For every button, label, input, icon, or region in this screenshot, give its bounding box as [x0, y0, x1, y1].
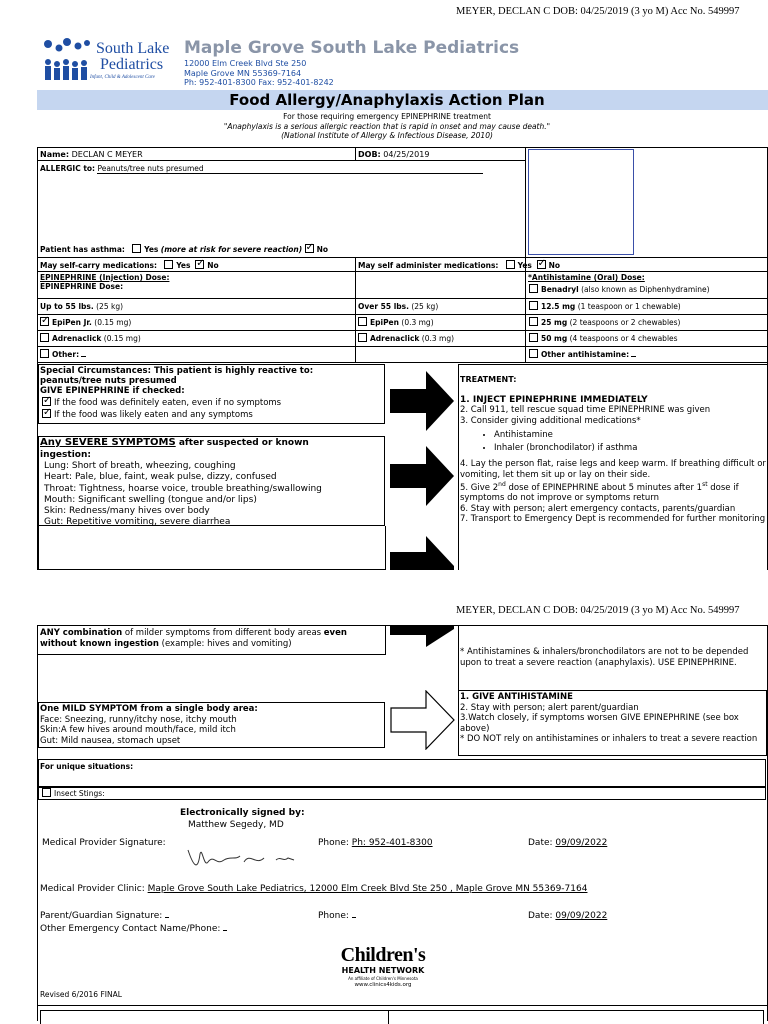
arrow-right-icon [390, 446, 456, 506]
name-value: DECLAN C MEYER [71, 150, 143, 159]
provider-sig-label: Medical Provider Signature: [42, 838, 166, 848]
severe-item: Heart: Pale, blue, faint, weak pulse, dizzy, confused [44, 472, 277, 483]
treatment-bullet: • Antihistamine [494, 429, 766, 442]
name-field [40, 150, 143, 159]
adrenaclick-high-label: Adrenaclick [370, 334, 420, 343]
asthma-row [40, 244, 328, 254]
adrenaclick-low-row [40, 333, 141, 343]
subtitle-2: "Anaphylaxis is a serious allergic reaction that is rapid in onset and may cause death." [223, 121, 551, 131]
treatment-step4: 4. Lay the person flat, raise legs and keep warm. If breathing difficult or vomiting, let them sit up or lay on their side. [460, 459, 766, 480]
combo-text2: (example: hives and vomiting) [158, 638, 292, 649]
form-subtitle [37, 112, 737, 141]
over55-kg: (25 kg) [411, 302, 439, 311]
mild-step1: 1. GIVE ANTIHISTAMINE [460, 692, 573, 702]
form-title: Food Allergy/Anaphylaxis Action Plan [229, 91, 545, 109]
treatment-title: TREATMENT: [460, 375, 517, 384]
unique-box [38, 759, 766, 787]
mild-head: One MILD SYMPTOM from a single body area: [40, 704, 258, 714]
benadryl-note: (also known as Diphenhydramine) [581, 285, 710, 294]
selfadmin-no-label: No [548, 261, 561, 270]
special-line1: Special Circumstances: This patient is highly reactive to: [40, 366, 314, 376]
provider-date-value: 09/09/2022 [555, 838, 608, 848]
provider-phone-label: Phone: [318, 838, 349, 848]
logo-line2: Pediatrics [100, 56, 164, 73]
parent-phone-label: Phone: [318, 911, 349, 921]
allergic-label: ALLERGIC to: [40, 164, 96, 173]
other-epi-label: Other: [52, 350, 80, 359]
selfcarry-no-label: No [207, 261, 219, 270]
signer-name: Matthew Segedy, MD [188, 820, 284, 830]
mg125-checkbox[interactable] [529, 301, 538, 310]
asthma-label: Patient has asthma: [40, 245, 125, 254]
combo-text1: of milder symptoms from different body areas [122, 628, 324, 638]
adrenaclick-high-row [358, 333, 454, 343]
epi-header: EPINEPHRINE (Injection) Dose: [40, 273, 170, 282]
signature-image [184, 842, 302, 872]
clinic-logo [40, 38, 180, 84]
epipen-jr-label: EpiPen Jr. [52, 318, 92, 327]
treatment-step5 [460, 480, 766, 504]
arrow-right-outline-icon [390, 690, 456, 750]
mild-treatment [460, 692, 765, 745]
mild-item: Skin:A few hives around mouth/face, mild itch [40, 725, 236, 735]
other-epi-checkbox[interactable] [40, 349, 49, 358]
footer-box [40, 1010, 764, 1024]
treatment-step3: 3. Consider giving additional medications* [460, 415, 641, 426]
mg50-note: (4 teaspoons or 4 chewables [569, 334, 678, 343]
severe-item: Mouth: Significant swelling (tongue and/or lips) [44, 494, 257, 505]
selfcarry-yes-label: Yes [176, 261, 191, 270]
parent-date-label: Date: [528, 911, 553, 921]
mg50-label: 50 mg [541, 334, 568, 343]
mg25-note: (2 teaspoons or 2 chewables) [569, 318, 681, 327]
up55-label: Up to 55 lbs. [40, 302, 94, 311]
treatment-step1: 1. INJECT EPINEPHRINE IMMEDIATELY [460, 394, 648, 405]
insect-row [42, 788, 105, 798]
mild-item: Face: Sneezing, runny/itchy nose, itchy mouth [40, 714, 237, 725]
treatment-bullet: • Inhaler (bronchodilator) if asthma [494, 442, 766, 455]
esigned-label: Electronically signed by: [180, 808, 305, 818]
epipen-checkbox[interactable] [358, 317, 367, 326]
special-opt2-checkbox[interactable] [42, 409, 51, 418]
epipen-label: EpiPen [370, 318, 399, 327]
selfcarry-yes-checkbox[interactable] [164, 260, 173, 269]
mg50-checkbox[interactable] [529, 333, 538, 342]
treatment-step6: 6. Stay with person; alert emergency contacts, parents/guardian [460, 503, 736, 514]
benadryl-label: Benadryl [541, 285, 579, 294]
severe-head [40, 437, 309, 448]
dob-field [358, 150, 429, 159]
insect-box [38, 787, 766, 800]
selfcarry-row [40, 260, 219, 270]
insect-checkbox[interactable] [42, 788, 51, 797]
asthma-note: (more at risk for severe reaction) [160, 245, 303, 254]
step5-a: 5. Give 2 [460, 482, 499, 493]
selfcarry-label: May self-carry medications: [40, 261, 158, 270]
selfadmin-label: May self administer medications: [358, 261, 499, 270]
mg50-row [529, 333, 678, 343]
selfadmin-yes-label: Yes [517, 261, 532, 270]
selfadmin-row [358, 260, 560, 270]
treatment-step7: 7. Transport to Emergency Dept is recommended for further monitoring [460, 514, 766, 525]
arrow-right-icon [390, 625, 456, 647]
mild-step2: 2. Stay with person; alert parent/guardian [460, 702, 639, 713]
parent-phone-row [318, 911, 356, 921]
subtitle-1: For those requiring emergency EPINEPHRINE treatment [283, 112, 491, 121]
special-opt2-text: If the food was likely eaten and any symptoms [54, 410, 253, 420]
childrens-health: HEALTH NETWORK [341, 966, 425, 975]
childrens-url: www.clinics4kids.org [354, 982, 412, 988]
severe-ingestion: ingestion: [40, 450, 91, 460]
allergic-field [40, 164, 483, 174]
selfadmin-yes-checkbox[interactable] [506, 260, 515, 269]
clinic-addr1: 12000 Elm Creek Blvd Ste 250 [184, 59, 307, 68]
mild-step3: 3.Watch closely, if symptoms worsen GIVE EPINEPHRINE (see box above) [460, 713, 739, 734]
step5-sup: nd [498, 481, 506, 488]
arrow-right-icon [390, 536, 456, 570]
clinic-addr2: Maple Grove MN 55369-7164 [184, 68, 302, 78]
selfcarry-no-checkbox[interactable] [195, 260, 204, 269]
allergic-value: Peanuts/tree nuts presumed [97, 164, 483, 174]
mg125-row [529, 301, 681, 311]
mg25-label: 25 mg [541, 318, 568, 327]
epipen-jr-dose: (0.15 mg) [94, 318, 132, 327]
logo-tagline: Infant, Child & Adolescent Care [90, 75, 155, 80]
treatment-step2: 2. Call 911, tell rescue squad time EPINEPHRINE was given [460, 405, 711, 415]
mg125-note: (1 teaspoon or 1 chewable) [577, 302, 681, 311]
asthma-no-label: No [316, 245, 329, 254]
over55-label: Over 55 lbs. [358, 302, 409, 311]
provider-date [528, 838, 607, 848]
other-epi-row [40, 349, 86, 359]
up55-kg: (25 kg) [96, 302, 124, 311]
photo-box [528, 149, 634, 255]
epipen-dose: (0.3 mg) [401, 318, 434, 327]
other-antihist-label: Other antihistamine: [541, 350, 630, 359]
severe-item: Throat: Tightness, hoarse voice, trouble breathing/swallowing [44, 483, 322, 494]
mild-item: Gut: Mild nausea, stomach upset [40, 735, 181, 746]
special-opt1-text: If the food was definitely eaten, even if no symptoms [54, 398, 282, 408]
provider-date-label: Date: [528, 838, 553, 848]
mild-step4: * DO NOT rely on antihistamines or inhalers to treat a severe reaction [460, 734, 758, 744]
severe-list [44, 461, 322, 529]
childrens-affiliate: An affiliate of Children's Minnesota [348, 976, 418, 981]
parent-sig-label: Parent/Guardian Signature: [40, 911, 163, 921]
special-give-epi: GIVE EPINEPHRINE if checked: [40, 386, 185, 396]
adrenaclick-low-label: Adrenaclick [52, 334, 102, 343]
special-opt2 [42, 409, 253, 420]
logo-line1: South Lake [96, 40, 170, 57]
asthma-yes-checkbox[interactable] [132, 244, 141, 253]
childrens-logo [318, 944, 448, 989]
adrenaclick-high-dose: (0.3 mg) [421, 334, 455, 343]
special-opt1 [42, 397, 281, 408]
name-label: Name: [40, 150, 70, 159]
special-allergen: peanuts/tree nuts presumed [40, 376, 177, 386]
dob-value: 04/25/2019 [383, 150, 430, 159]
arrow-right-icon [390, 371, 456, 431]
treatment-box [460, 366, 766, 525]
step5-sup2: st [702, 481, 708, 488]
other-antihist-row [529, 349, 636, 359]
subtitle-3: (National Institute of Allergy & Infectious Disease, 2010) [281, 131, 493, 140]
parent-sig-row [40, 911, 169, 921]
epipen-row [358, 317, 434, 327]
asthma-no-checkbox[interactable] [305, 244, 314, 253]
combo-bold2: even without known ingestion [40, 628, 347, 649]
mg25-row [529, 317, 680, 327]
adrenaclick-low-checkbox[interactable] [40, 333, 49, 342]
epipen-jr-checkbox[interactable] [40, 317, 49, 326]
patient-header: MEYER, DECLAN C DOB: 04/25/2019 (3 yo M) Acc No. 549997 [456, 6, 740, 17]
benadryl-row [529, 284, 710, 294]
epipen-jr-row [40, 317, 131, 327]
parent-date-value: 09/09/2022 [555, 911, 608, 921]
severe-head-main: Any SEVERE SYMPTOMS [40, 437, 176, 448]
mg125-label: 12.5 mg [541, 302, 576, 311]
antihist-header: *Antihistamine (Oral) Dose: [528, 273, 645, 282]
step5-c: dose if symptoms do not improve or symptoms return [460, 482, 739, 504]
clinic-name: Maple Grove South Lake Pediatrics [184, 38, 520, 58]
parent-date-row [528, 911, 607, 921]
up55-row [40, 302, 123, 311]
asthma-yes-label: Yes [144, 245, 159, 254]
provider-phone-value: Ph: 952-401-8300 [351, 838, 433, 848]
dob-label: DOB: [358, 150, 381, 159]
adrenaclick-low-dose: (0.15 mg) [103, 334, 141, 343]
other-antihist-checkbox[interactable] [529, 349, 538, 358]
mild-symptoms [40, 704, 258, 746]
combo-text [40, 628, 385, 649]
emergency-label: Other Emergency Contact Name/Phone: [40, 924, 221, 934]
clinic-address [184, 59, 334, 88]
patient-header-page2: MEYER, DECLAN C DOB: 04/25/2019 (3 yo M) Acc No. 549997 [456, 605, 740, 616]
clinic-row [40, 884, 587, 894]
mg25-checkbox[interactable] [529, 317, 538, 326]
clinic-phone: Ph: 952-401-8300 Fax: 952-401-8242 [184, 78, 334, 87]
selfadmin-no-checkbox[interactable] [537, 260, 546, 269]
benadryl-checkbox[interactable] [529, 284, 538, 293]
step5-b: dose of EPINEPHRINE about 5 minutes after 1 [505, 482, 703, 493]
severe-item: Gut: Repetitive vomiting, severe diarrhea [44, 517, 231, 528]
unique-label: For unique situations: [40, 762, 134, 771]
clinic-value: Maple Grove South Lake Pediatrics, 12000 Elm Creek Blvd Ste 250 , Maple Grove MN 55369-7164 [147, 884, 588, 894]
childrens-logo-text: Children's [340, 944, 426, 966]
emergency-row [40, 924, 227, 934]
antihist-note: * Antihistamines & inhalers/bronchodilators are not to be depended upon to treat a severe reaction (anaphylaxis). USE EPINEPHRINE. [460, 647, 749, 668]
severe-item: Skin: Redness/many hives over body [44, 506, 210, 517]
revised-label: Revised 6/2016 FINAL [40, 990, 122, 999]
treatment-bullets [460, 429, 766, 455]
epi-dose-label: EPINEPHRINE Dose: [40, 282, 124, 291]
severe-item: Lung: Short of breath, wheezing, coughing [44, 461, 236, 471]
provider-phone [318, 838, 433, 848]
special-opt1-checkbox[interactable] [42, 397, 51, 406]
clinic-label: Medical Provider Clinic: [40, 884, 145, 894]
over55-row [358, 302, 438, 311]
combo-bold1: ANY combination [40, 628, 123, 638]
severe-head-suffix: after suspected or known [175, 438, 309, 448]
adrenaclick-high-checkbox[interactable] [358, 333, 367, 342]
insect-label: Insect Stings: [54, 789, 105, 798]
